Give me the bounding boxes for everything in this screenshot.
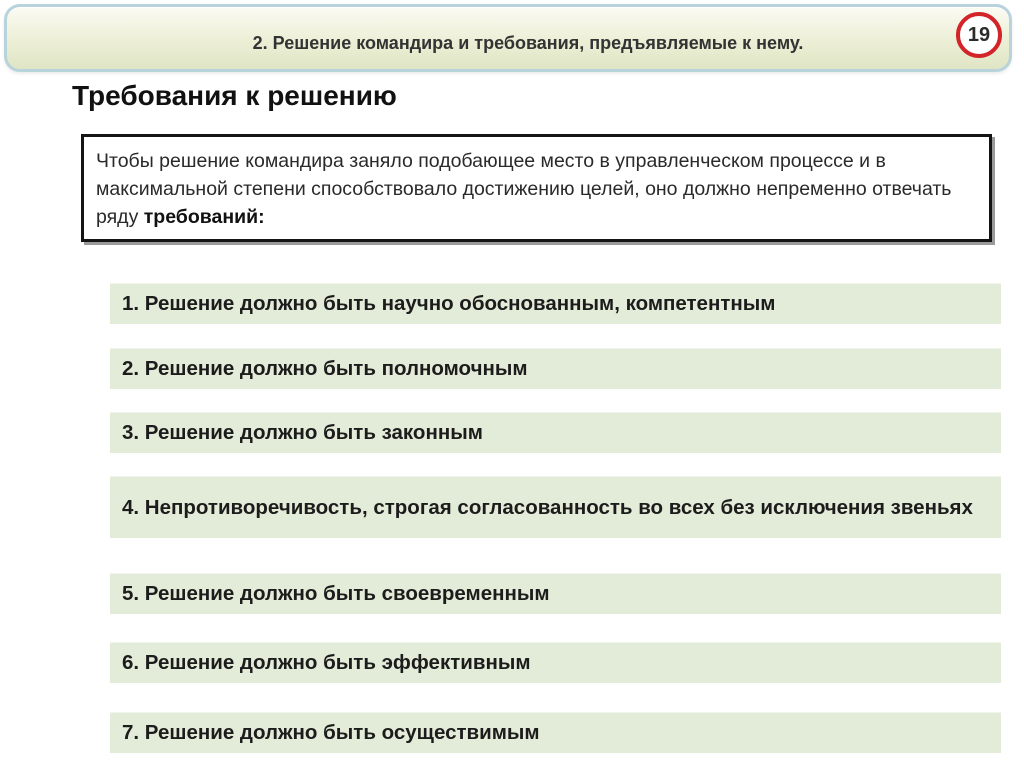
- requirement-item-4: 4. Непротиворечивость, строгая согласованность во всех без исключения звеньях: [110, 476, 1001, 538]
- intro-text-box: [81, 134, 992, 242]
- requirement-item-5: 5. Решение должно быть своевременным: [110, 573, 1001, 614]
- page-number-badge: 19: [956, 12, 1002, 58]
- slide-header-bar: [4, 4, 1012, 72]
- requirement-item-2: 2. Решение должно быть полномочным: [110, 348, 1001, 389]
- intro-emphasis: требований:: [143, 206, 265, 228]
- intro-text: Чтобы решение командира заняло подобающее место в управленческом процессе и в максимальной степени способствовало достижению целей, оно должно непременно отвечать ряду: [96, 150, 952, 228]
- requirement-item-3: 3. Решение должно быть законным: [110, 412, 1001, 453]
- section-heading: Требования к решению: [72, 80, 397, 111]
- slide-header-title: 2. Решение командира и требования, предъявляемые к нему.: [252, 33, 804, 53]
- requirement-item-6: 6. Решение должно быть эффективным: [110, 642, 1001, 683]
- requirement-item-7: 7. Решение должно быть осуществимым: [110, 712, 1001, 753]
- requirement-item-1: 1. Решение должно быть научно обоснованным, компетентным: [110, 283, 1001, 324]
